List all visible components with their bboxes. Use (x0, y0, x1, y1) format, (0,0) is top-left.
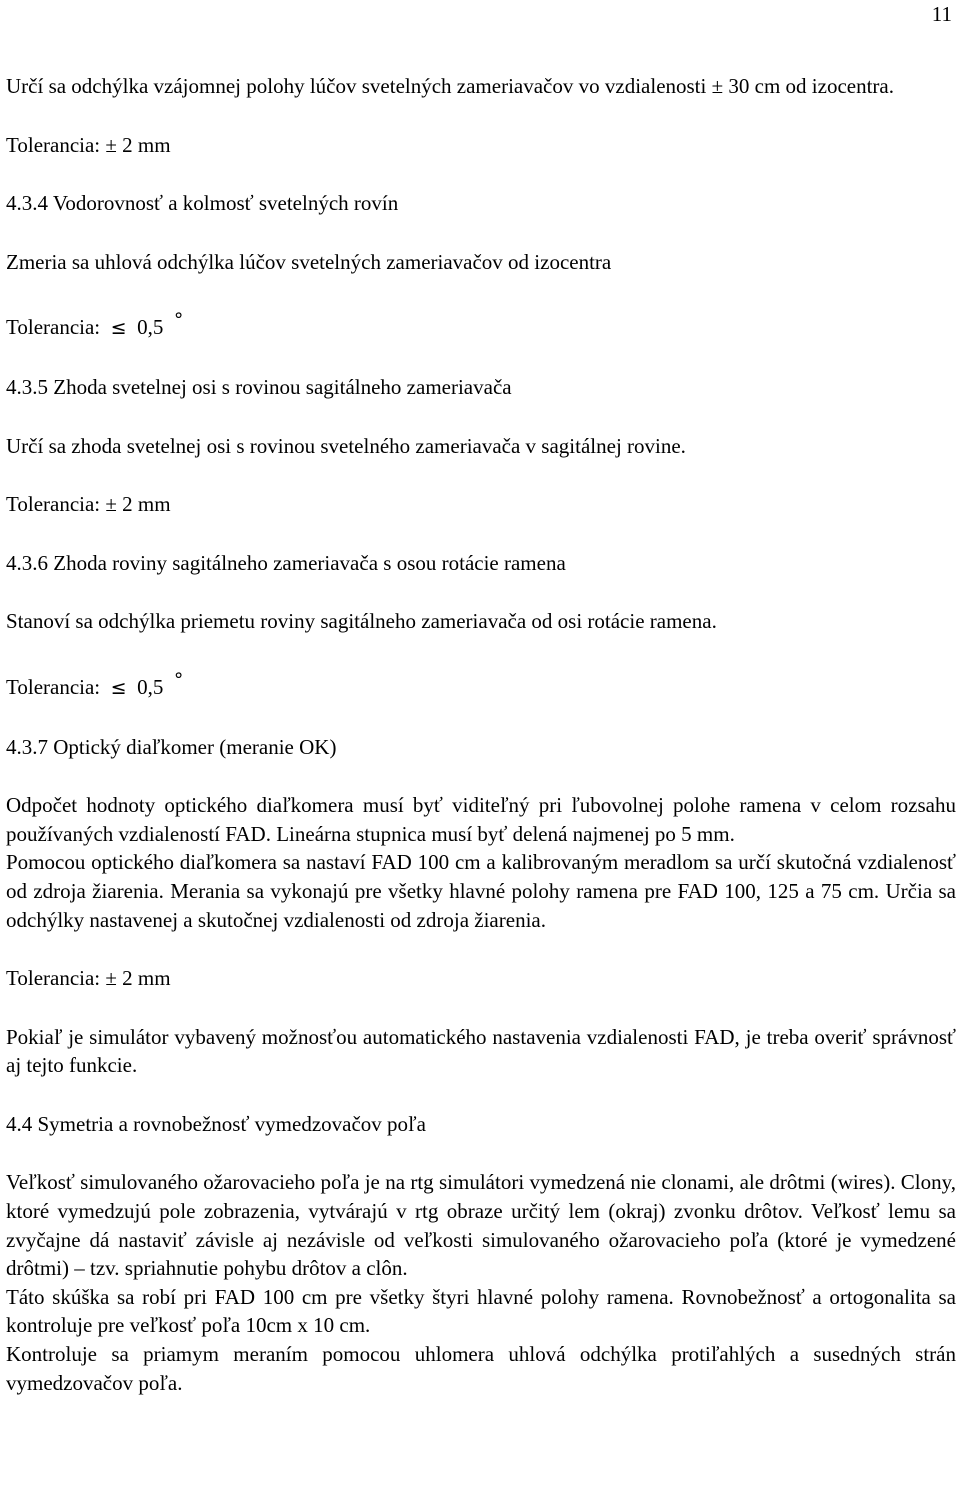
paragraph-automatic-fad: Pokiaľ je simulátor vybavený možnosťou automatického nastavenia vzdialenosti FAD, je treba overiť správnosť aj tejto funkcie. (6, 1024, 956, 1078)
paragraph-distance-readout: Odpočet hodnoty optického diaľkomera musí byť viditeľný pri ľubovolnej polohe ramena v celom rozsahu používaných vzdialeností FAD. Lineárna stupnica musí byť delená najmenej po 5 mm. (6, 793, 956, 846)
section-heading-4-3-5: 4.3.5 Zhoda svetelnej osi s rovinou sagitálneho zameriavača (6, 374, 512, 399)
paragraph-light-axis-match: Určí sa zhoda svetelnej osi s rovinou svetelného zameriavača v sagitálnej rovine. (6, 433, 686, 458)
section-heading-4-3-4: 4.3.4 Vodorovnosť a kolmosť svetelných rovín (6, 191, 399, 216)
document-body (6, 72, 956, 1397)
section-heading-4-3-6: 4.3.6 Zhoda roviny sagitálneho zameriavača s osou rotácie ramena (6, 550, 566, 575)
tolerance-line-angle (6, 306, 956, 343)
tolerance-value: 0,5 (137, 674, 164, 699)
paragraph-test-conditions: Táto skúška sa robí pri FAD 100 cm pre všetky štyri hlavné polohy ramena. Rovnobežnosť a ortogonalita sa kontroluje pre veľkosť poľa 10cm x 10 cm. (6, 1284, 956, 1338)
degree-symbol: ° (173, 668, 184, 691)
paragraph-field-size: Veľkosť simulovaného ožarovacieho poľa je na rtg simulátori vymedzená nie clonami, ale drôtmi (wires). Clony, ktoré vymedzujú pole zobrazenia, vytvárajú v rtg obraze určitý lem (okraj) zvonku drôtov. Veľkosť lemu sa zvyčajne dá nastaviť závisle aj nezávisle od veľkosti simulovaného ožarovacieho poľa (ktoré je vymedzené drôtmi) – tzv. spriahnutie pohybu drôtov a clôn. (6, 1170, 956, 1281)
tolerance-line: Tolerancia: ± 2 mm (6, 492, 171, 517)
page-number: 11 (931, 2, 952, 26)
tolerance-line-angle (6, 666, 956, 703)
paragraph-light-beam-deviation: Určí sa odchýlka vzájomnej polohy lúčov svetelných zameriavačov vo vzdialenosti ± 30 cm od izocentra. (6, 74, 894, 98)
section-heading-4-4: 4.4 Symetria a rovnobežnosť vymedzovačov poľa (6, 1111, 426, 1136)
degree-symbol: ° (173, 309, 184, 332)
paragraph-sagittal-deviation: Stanoví sa odchýlka priemetu roviny sagitálneho zameriavača od osi rotácie ramena. (6, 609, 717, 634)
tolerance-line: Tolerancia: ± 2 mm (6, 132, 171, 157)
paragraph-angular-deviation: Zmeria sa uhlová odchýlka lúčov svetelných zameriavačov od izocentra (6, 249, 612, 274)
tolerance-value: 0,5 (137, 315, 164, 340)
tolerance-label: Tolerancia: (6, 315, 101, 340)
tolerance-label: Tolerancia: (6, 674, 101, 699)
paragraph-angle-check: Kontroluje sa priamym meraním pomocou uhlomera uhlová odchýlka protiľahlých a susedných strán vymedzovačov poľa. (6, 1342, 956, 1395)
less-or-equal-symbol: ≤ (110, 676, 127, 699)
less-or-equal-symbol: ≤ (110, 317, 127, 340)
tolerance-line: Tolerancia: ± 2 mm (6, 966, 171, 991)
paragraph-fad-measurement: Pomocou optického diaľkomera sa nastaví FAD 100 cm a kalibrovaným meradlom sa určí skutočná vzdialenosť od zdroja žiarenia. Merania sa vykonajú pre všetky hlavné polohy ramena pre FAD 100, 125 a 75 cm. Určia sa odchýlky nastavenej a skutočnej vzdialenosti od zdroja žiarenia. (6, 850, 956, 932)
section-heading-4-3-7: 4.3.7 Optický diaľkomer (meranie OK) (6, 734, 337, 759)
